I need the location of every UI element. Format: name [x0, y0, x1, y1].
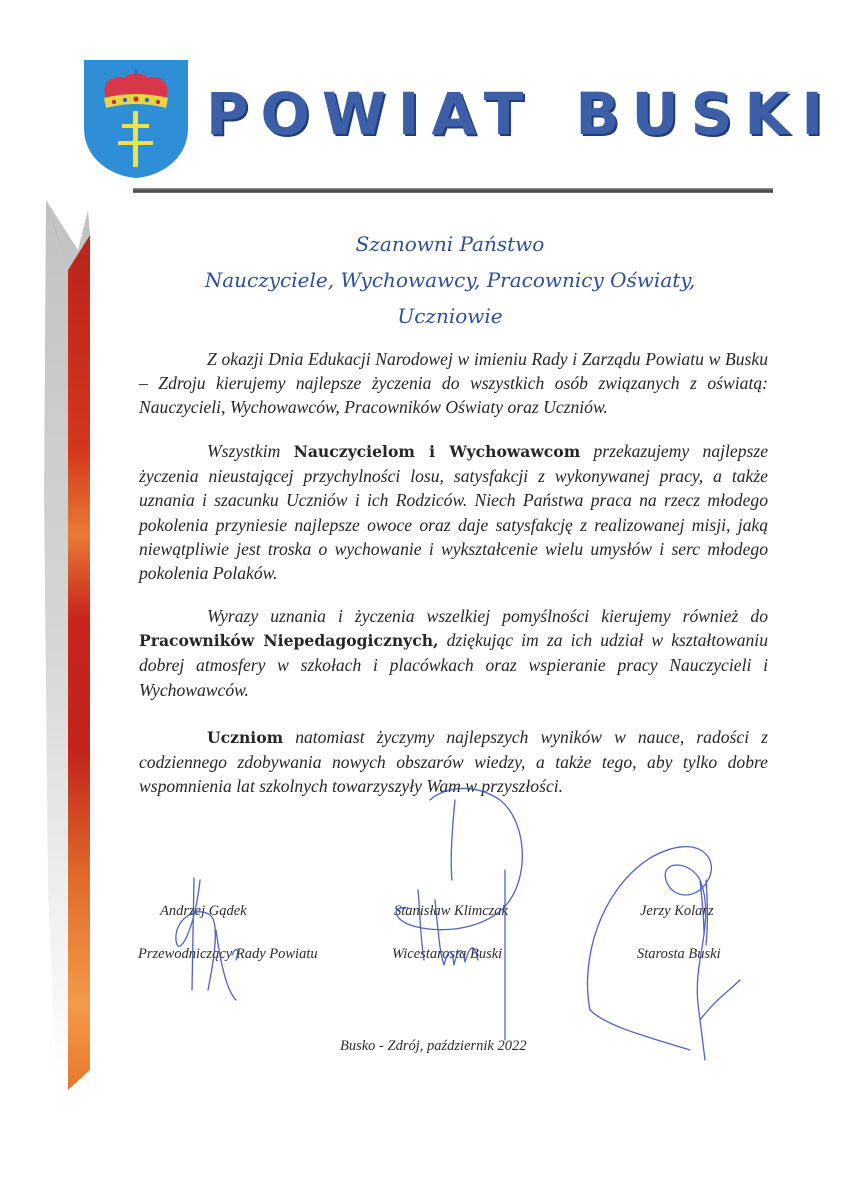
coat-of-arms-icon	[82, 58, 190, 180]
greeting-line-3: Uczniowie	[397, 304, 503, 328]
paragraph-3-lead: Wyrazy uznania i życzenia wszelkiej pomyślności kierujemy również do	[207, 606, 768, 626]
paragraph-2-rest: przekazujemy najlepsze życzenia nieustającej przychylności losu, satysfakcji z wykonywanej pracy, a także uznania i szacunku Uczniów i ich Rodziców. Niech Państwa praca na rzecz młodego pokolenia przyniesie najlepsze owoce oraz daje satysfakcję z realizowanej misji, jaką niewątpliwie jest troska o wychowanie i wykształcenie wielu umysłów i serc młodego pokolenia Polaków.	[139, 441, 768, 584]
signatory-3-role: Starosta Buski	[637, 946, 721, 962]
greeting	[120, 226, 780, 334]
ribbon-white-stripe	[44, 200, 68, 1090]
paragraph-3	[139, 604, 768, 702]
paragraph-2-lead: Wszystkim	[207, 441, 281, 461]
letterhead-title	[206, 82, 835, 146]
signature-1	[176, 878, 238, 1000]
paragraph-4-bold: Uczniom	[207, 728, 284, 747]
paragraph-1	[139, 347, 768, 420]
ribbon-red-stripe	[68, 235, 90, 1090]
signatory-2-role: Wicestarosta Buski	[392, 946, 503, 962]
greeting-line-2: Nauczyciele, Wychowawcy, Pracownicy Oświaty,	[204, 268, 696, 292]
paragraph-1-text: Z okazji Dnia Edukacji Narodowej w imieniu Rady i Zarządu Powiatu w Busku – Zdroju kierujemy najlepsze życzenia do wszystkich osób związanych z oświatą: Nauczycieli, Wychowawców, Pracowników Oświaty oraz Uczniów.	[139, 349, 768, 418]
paragraph-2	[139, 439, 768, 585]
paragraph-4	[139, 725, 768, 799]
place-and-date: Busko - Zdrój, październik 2022	[340, 1038, 527, 1054]
header-divider	[133, 188, 773, 193]
paragraph-3-rest: dziękując im za ich udział w kształtowaniu dobrej atmosfery w szkołach i placówkach oraz wspieranie pracy Nauczycieli i Wychowawców.	[139, 630, 768, 700]
paragraph-2-bold: Nauczycielom i Wychowawcom	[293, 442, 581, 461]
signatory-2-name: Stanisław Klimczak	[394, 903, 508, 919]
letterhead-title-word1: POWIAT	[206, 80, 536, 148]
paragraph-4-rest: natomiast życzymy najlepszych wyników w nauce, radości z codziennego zdobywania nowych obszarów wiedzy, a także tego, aby tylko dobre wspomnienia lat szkolnych towarzyszyły Wam w przyszłości.	[139, 727, 768, 797]
greeting-line-1: Szanowni Państwo	[355, 232, 545, 256]
ribbon-decoration	[38, 190, 98, 1090]
signatory-1-name: Andrzej Gądek	[160, 903, 247, 919]
signatory-1-role: Przewodniczący Rady Powiatu	[138, 946, 318, 962]
signatory-3-name: Jerzy Kolarz	[640, 903, 714, 919]
letterhead-title-word2: BUSKI	[575, 80, 835, 148]
paragraph-3-bold: Pracowników Niepedagogicznych,	[139, 631, 439, 651]
